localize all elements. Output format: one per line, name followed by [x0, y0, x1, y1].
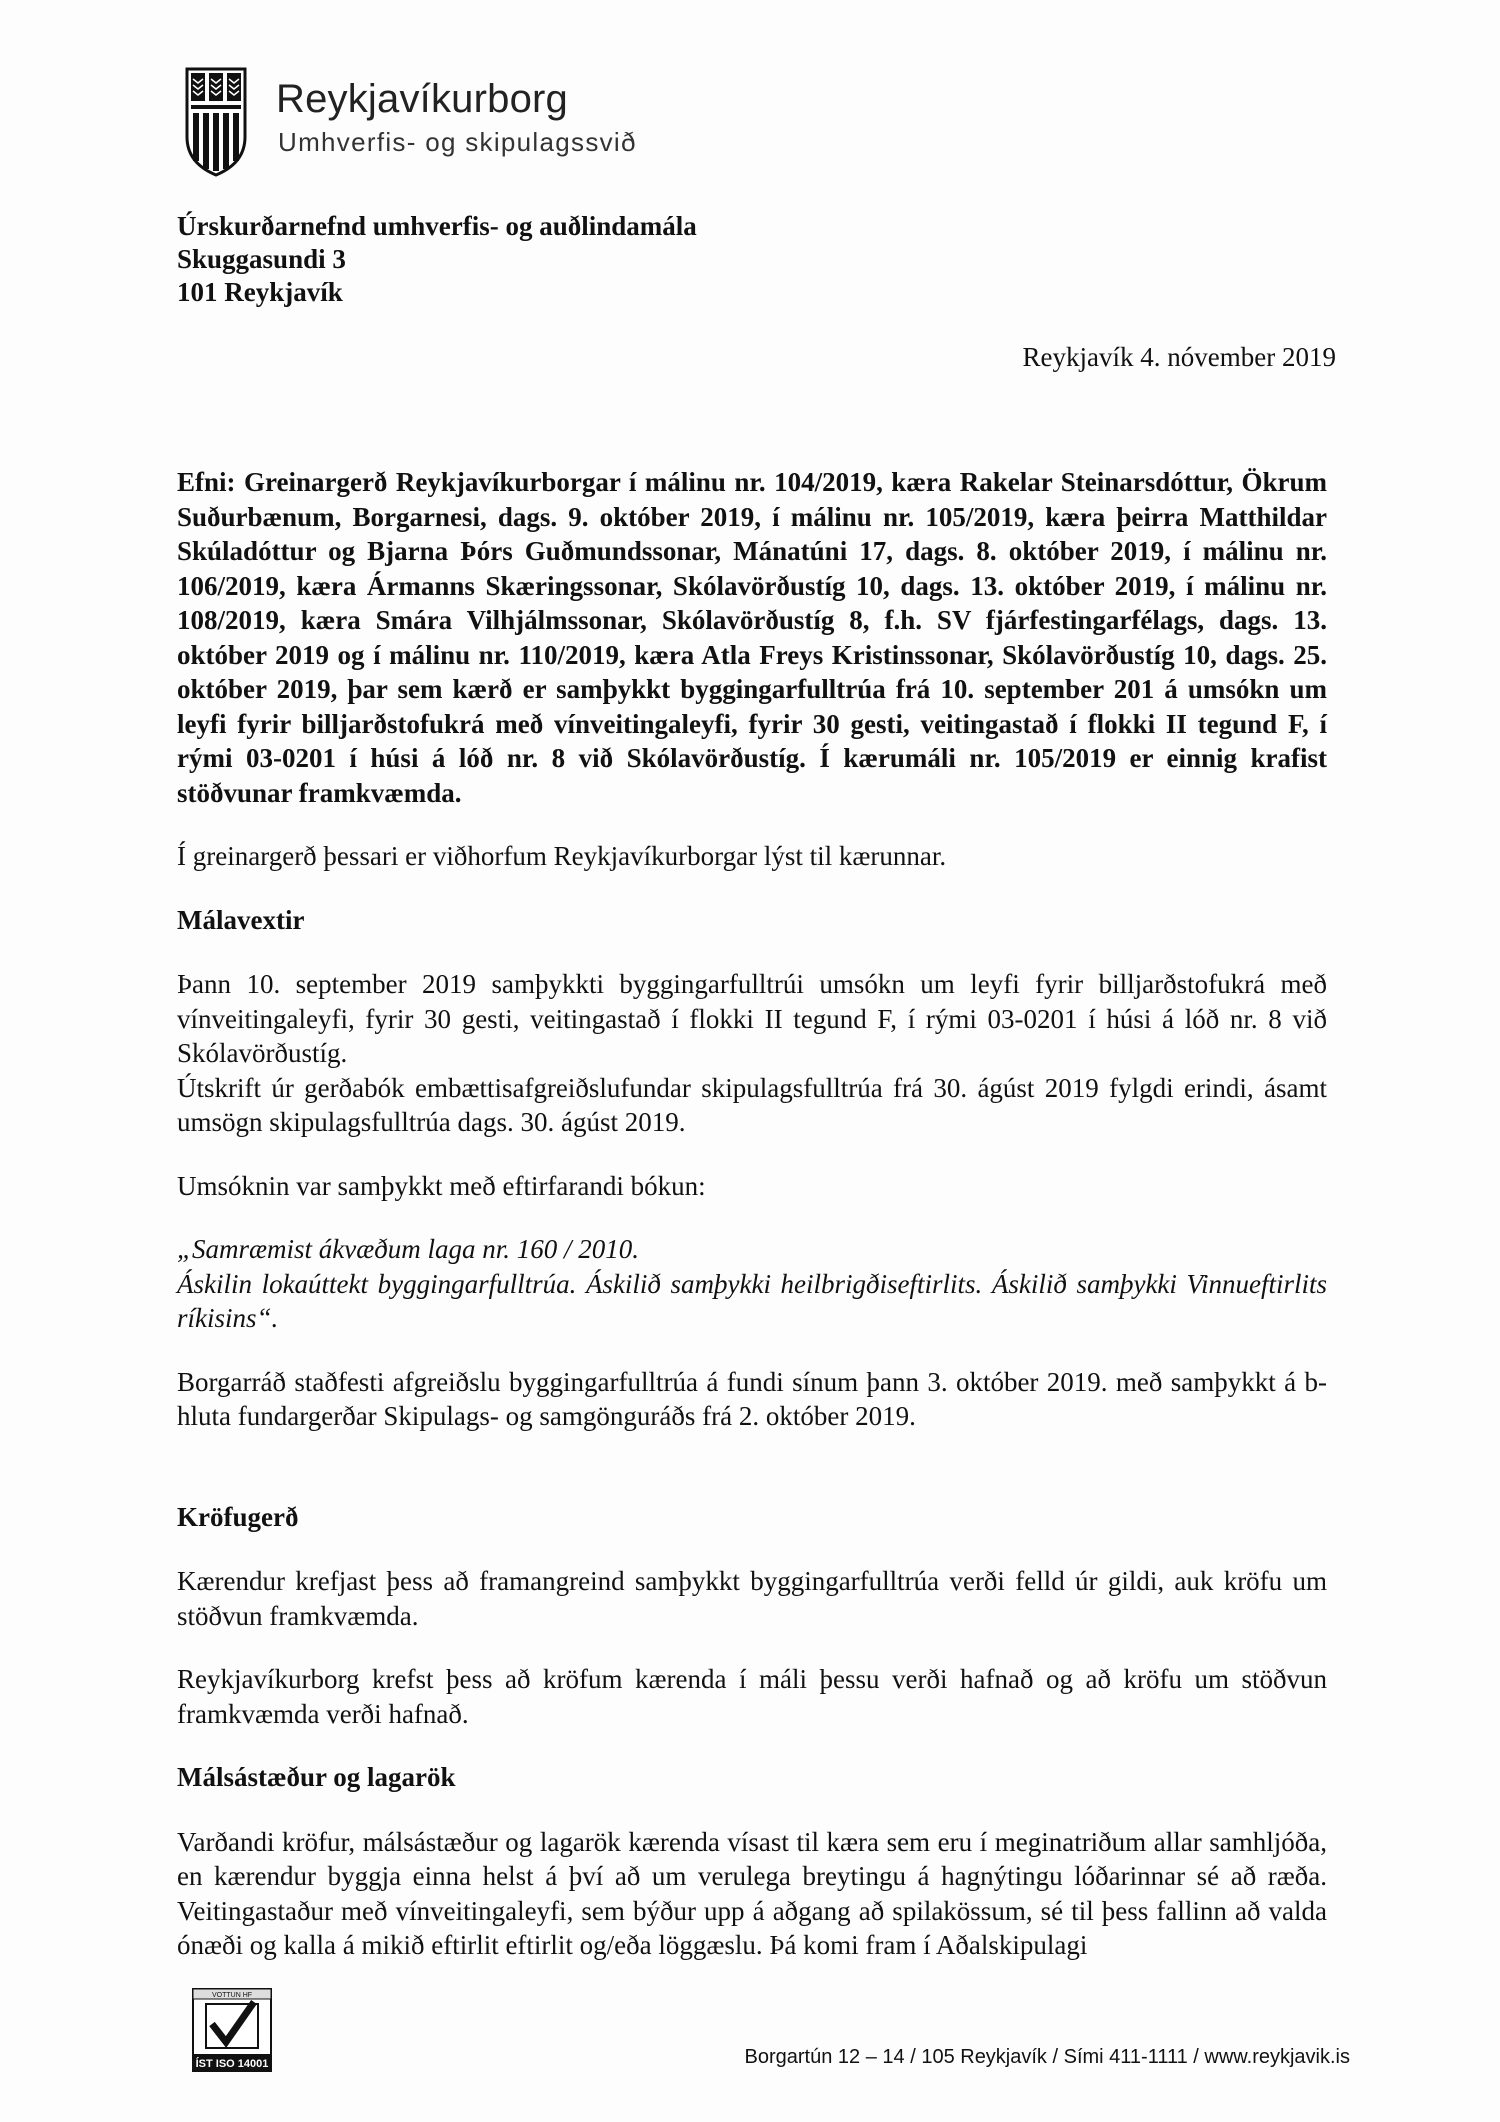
- body-paragraph: Þann 10. september 2019 samþykkti byggingarfulltrúi umsókn um leyfi fyrir billjarðstofukrá með vínveitingaleyfi, fyrir 30 gesti, veitingastað í flokki II tegund F, í rými 03-0201 í húsi á lóð nr. 8 við Skólavörðustíg.: [177, 969, 1327, 1068]
- intro-paragraph: Í greinargerð þessari er viðhorfum Reykjavíkurborgar lýst til kærunnar.: [177, 841, 947, 871]
- letter-body: [177, 465, 1327, 1963]
- body-paragraph: Umsóknin var samþykkt með eftirfarandi bókun:: [177, 1170, 706, 1201]
- department-name: Umhverfis- og skipulagssvið: [278, 127, 637, 157]
- section-heading-krofugerd: Kröfugerð: [177, 1501, 299, 1532]
- cert-top-text: VOTTUN HF: [211, 1992, 253, 1999]
- organization-name: Reykjavíkurborg: [276, 77, 569, 121]
- body-paragraph: Reykjavíkurborg krefst þess að kröfum kærenda í máli þessu verði hafnað og að kröfu um stöðvun framkvæmda verði hafnað.: [177, 1664, 1327, 1729]
- reykjavik-crest-icon: [184, 65, 248, 177]
- body-paragraph: Borgarráð staðfesti afgreiðslu byggingarfulltrúa á fundi sínum þann 3. október 2019. með samþykkt á b-hluta fundargerðar Skipulags- og samgönguráðs frá 2. október 2019.: [177, 1366, 1327, 1431]
- body-paragraph: Kærendur krefjast þess að framangreind samþykkt byggingarfulltrúa verði felld úr gildi, auk kröfu um stöðvun framkvæmda.: [177, 1566, 1327, 1631]
- cert-bottom-text: ÍST ISO 14001: [195, 2058, 269, 2070]
- subject-paragraph: Efni: Greinargerð Reykjavíkurborgar í málinu nr. 104/2019, kæra Rakelar Steinarsdóttur, Ökrum Suðurbænum, Borgarnesi, dags. 9. október 2019, í málinu nr. 105/2019, kæra þeirra Matthildar Skúladóttur og Bjarna Þórs Guðmundssonar, Mánatúni 17, dags. 8. október 2019, í málinu nr. 106/2019, kæra Ármanns Skæringssonar, Skólavörðustíg 10, dags. 13. október 2019, í málinu nr. 108/2019, kæra Smára Vilhjálmssonar, Skólavörðustíg 8, f.h. SV fjárfestingarfélags, dags. 13. október 2019 og í málinu nr. 110/2019, kæra Atla Freys Kristinssonar, Skólavörðustíg 10, dags. 25. október 2019, þar sem kærð er samþykkt byggingarfulltrúa frá 10. september 201 á umsókn um leyfi fyrir billjarðstofukrá með vínveitingaleyfi, fyrir 30 gesti, veitingastað í flokki II tegund F, í rými 03-0201 í húsi á lóð nr. 8 við Skólavörðustíg. Í kærumáli nr. 105/2019 er einnig krafist stöðvunar framkvæmda.: [177, 467, 1327, 808]
- letter-date: Reykjavík 4. nóvember 2019: [1022, 342, 1336, 372]
- footer-contact: Borgartún 12 – 14 / 105 Reykjavík / Sími 411-1111 / www.reykjavik.is: [744, 2046, 1350, 2068]
- recipient-line: Úrskurðarnefnd umhverfis- og auðlindamála: [177, 211, 697, 241]
- body-paragraph: Varðandi kröfur, málsástæður og lagarök kærenda vísast til kæra sem eru í meginatriðum allar samhljóða, en kærendur byggja einna helst á því að um verulega breytingu á hagnýtingu lóðarinnar sé að ræða. Veitingastaður með vínveitingaleyfi, sem býður upp á aðgang að spilakössum, sé til þess fallinn að valda ónæði og kalla á mikið eftirlit eftirlit og/eða löggæslu. Þá komi fram í Aðalskipulagi: [177, 1826, 1327, 1960]
- quote-line: „Samræmist ákvæðum laga nr. 160 / 2010.: [177, 1234, 640, 1264]
- recipient-address: [177, 210, 697, 309]
- section-heading-malavextir: Málavextir: [177, 904, 305, 935]
- body-paragraph: Útskrift úr gerðabók embættisafgreiðslufundar skipulagsfulltrúa frá 30. ágúst 2019 fylgdi erindi, ásamt umsögn skipulagsfulltrúa dags. 30. ágúst 2019.: [177, 1072, 1327, 1137]
- iso-certification-icon: [192, 1988, 272, 2072]
- recipient-line: 101 Reykjavík: [177, 277, 343, 307]
- recipient-line: Skuggasundi 3: [177, 244, 346, 274]
- quote-paragraph: Áskilin lokaúttekt byggingarfulltrúa. Áskilið samþykki heilbrigðiseftirlits. Áskilið samþykki Vinnueftirlits ríkisins“.: [177, 1268, 1327, 1333]
- section-heading-malsastaedur: Málsástæður og lagarök: [177, 1762, 456, 1792]
